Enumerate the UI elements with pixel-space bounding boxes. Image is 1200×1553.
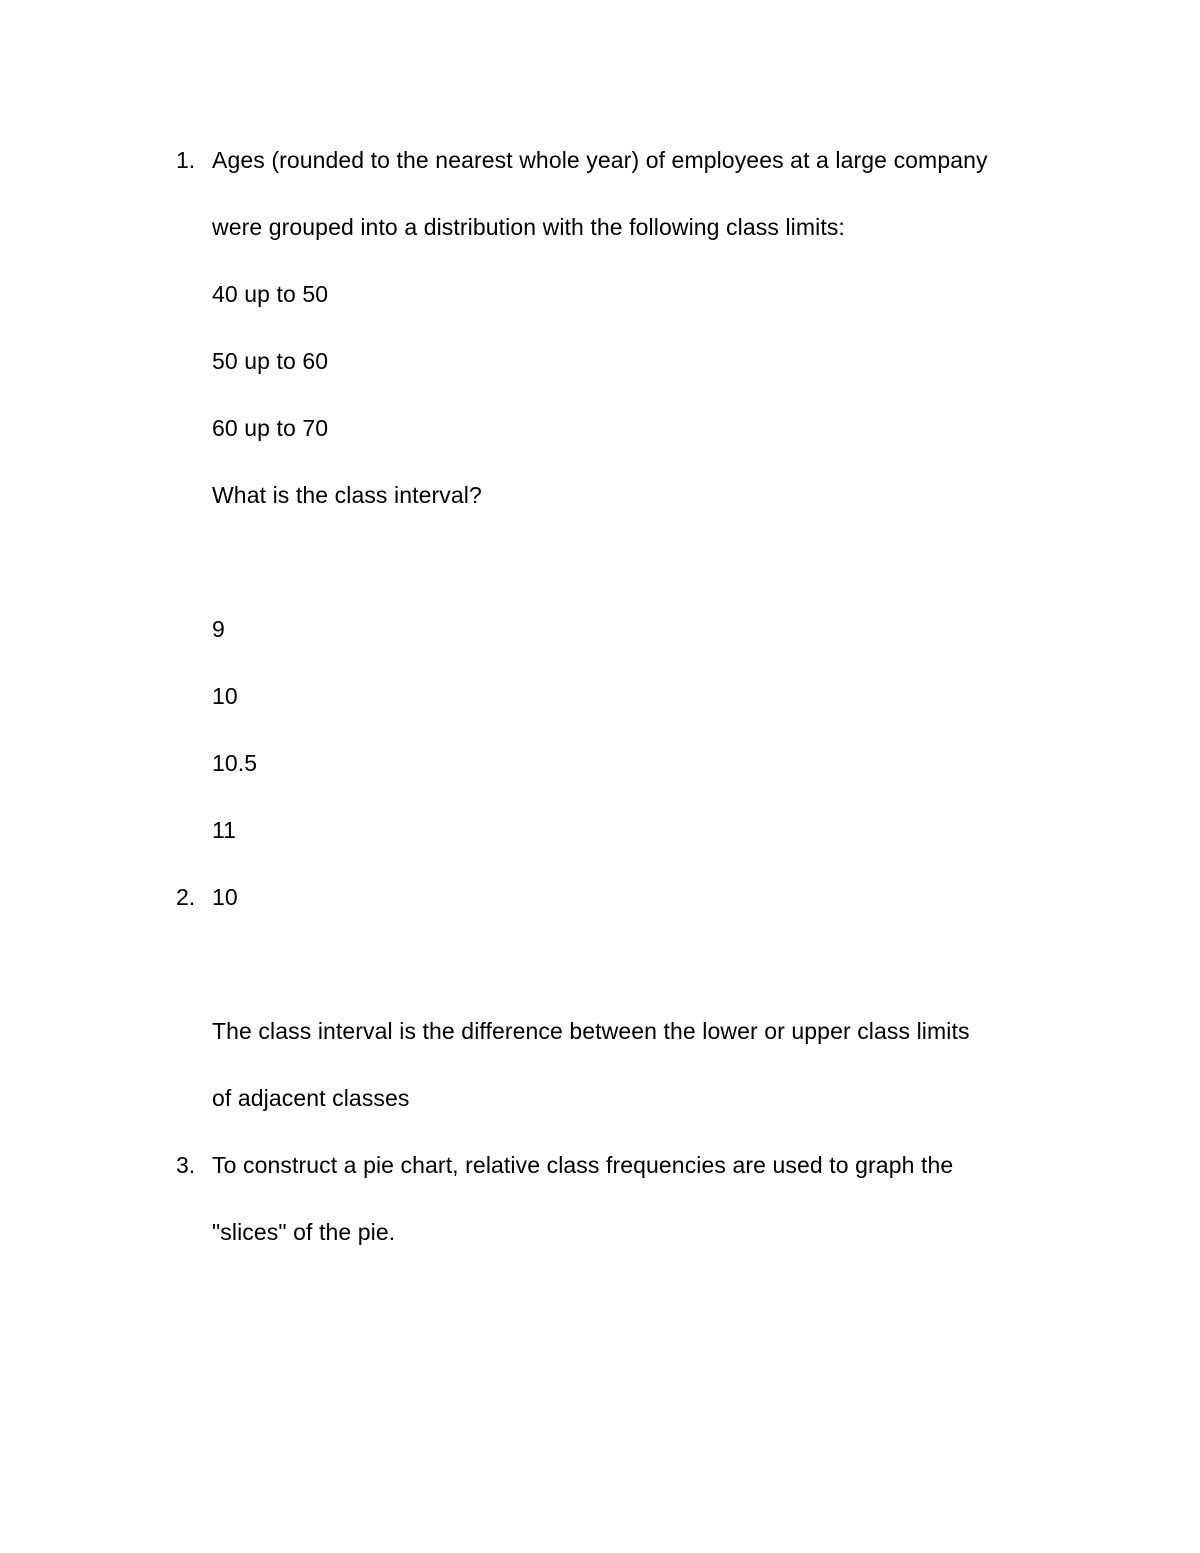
item-1-question-line-2: were grouped into a distribution with the following class limits:: [212, 214, 845, 240]
option-2: 10: [212, 683, 238, 709]
item-2-explanation-line-2: of adjacent classes: [212, 1085, 410, 1111]
item-1-number: 1.: [176, 147, 196, 173]
option-3: 10.5: [212, 750, 258, 776]
item-3-line-2: "slices" of the pie.: [212, 1219, 396, 1245]
class-limit-3: 60 up to 70: [212, 415, 329, 441]
item-3-line-1: To construct a pie chart, relative class frequencies are used to graph the: [212, 1152, 954, 1178]
item-1-question-line-1: Ages (rounded to the nearest whole year) of employees at a large company: [212, 147, 988, 173]
item-1-question-prompt: What is the class interval?: [212, 482, 482, 508]
item-2-answer: 10: [212, 884, 238, 910]
item-3-number: 3.: [176, 1152, 196, 1178]
item-2-number: 2.: [176, 884, 196, 910]
class-limit-1: 40 up to 50: [212, 281, 329, 307]
item-2-explanation-line-1: The class interval is the difference between the lower or upper class limits: [212, 1018, 970, 1044]
option-4: 11: [212, 817, 237, 843]
option-1: 9: [212, 616, 225, 642]
class-limit-2: 50 up to 60: [212, 348, 329, 374]
